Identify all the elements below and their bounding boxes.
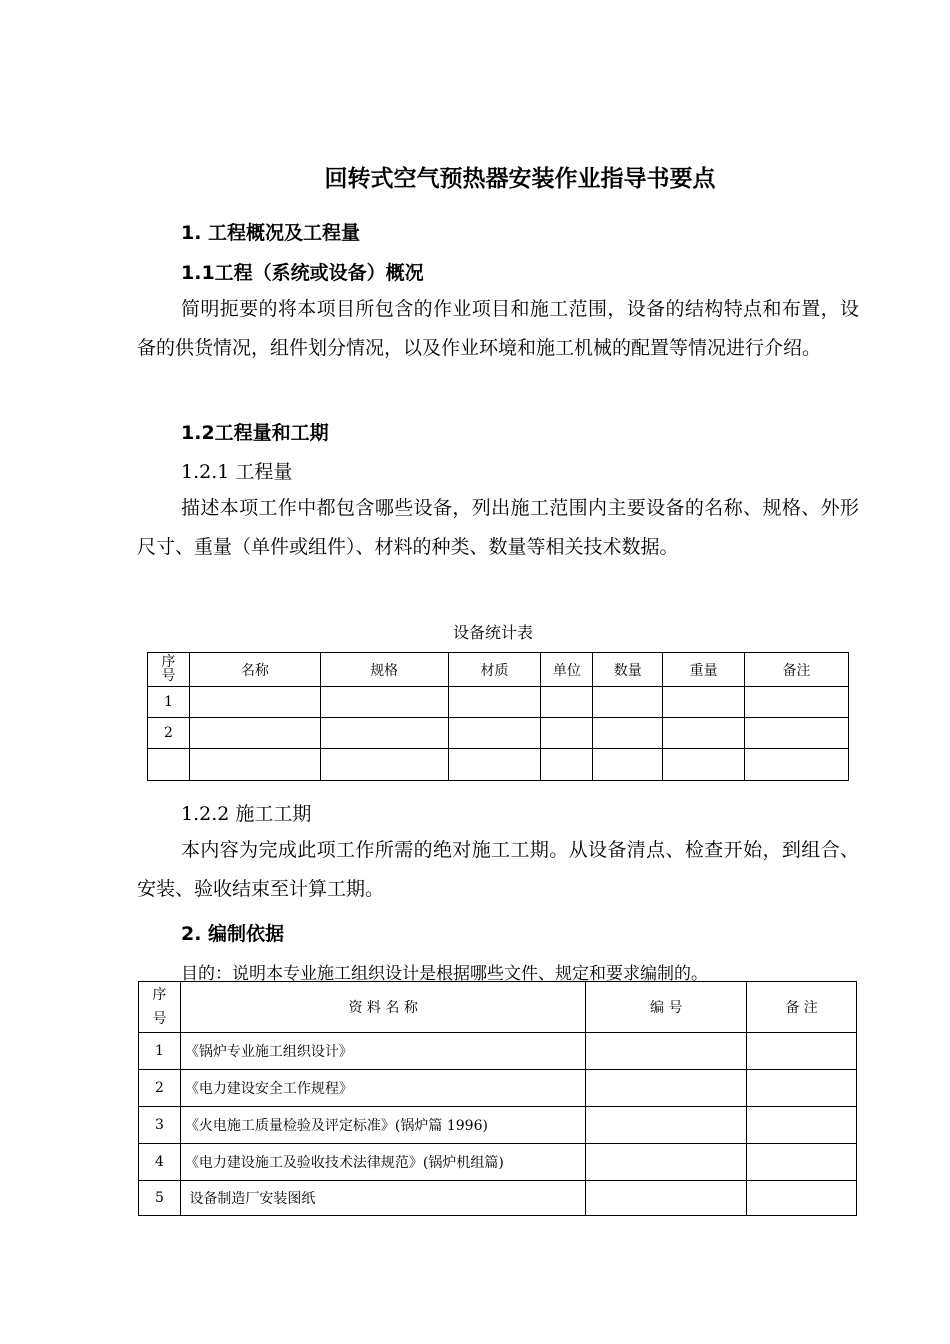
table-cell: 《锅炉专业施工组织设计》 (180, 1033, 585, 1070)
table-cell (320, 687, 448, 718)
header-cell: 备注 (745, 653, 849, 687)
table-cell (320, 718, 448, 749)
reference-table (138, 981, 857, 1216)
table-header-row (139, 982, 857, 1033)
table-cell (541, 687, 593, 718)
table-cell (448, 687, 541, 718)
section-1-2-2-heading: 1.2.2 施工工期 (181, 803, 312, 825)
table-cell: 《电力建设安全工作规程》 (180, 1070, 585, 1107)
header-cell: 编 号 (586, 982, 747, 1033)
table-cell (663, 749, 745, 781)
table-row (139, 1033, 857, 1070)
section-1-2-2-text: 本内容为完成此项工作所需的绝对施工工期。从设备清点、检查开始，到组合、安装、验收结束至计算工期。 (137, 839, 859, 900)
header-cell: 规格 (320, 653, 448, 687)
table-row (148, 687, 849, 718)
table-cell: 1 (139, 1033, 181, 1070)
section-2-purpose: 目的：说明本专业施工组织设计是根据哪些文件、规定和要求编制的。 (181, 964, 708, 984)
header-cell: 重量 (663, 653, 745, 687)
table-cell (586, 1181, 747, 1216)
section-1-2-heading: 1.2工程量和工期 (181, 422, 329, 444)
table-cell (320, 749, 448, 781)
table-cell (541, 718, 593, 749)
table-cell: 《火电施工质量检验及评定标准》(锅炉篇 1996) (180, 1107, 585, 1144)
table-cell (663, 687, 745, 718)
table-cell (747, 1181, 857, 1216)
table-cell (593, 718, 663, 749)
table-row (139, 1181, 857, 1216)
table-1-caption: 设备统计表 (452, 623, 533, 642)
table-cell (747, 1144, 857, 1181)
section-2-heading: 2. 编制依据 (181, 923, 285, 945)
table-cell (586, 1033, 747, 1070)
table-cell (189, 749, 320, 781)
table-cell: 5 (139, 1181, 181, 1216)
section-1-heading: 1. 工程概况及工程量 (181, 222, 361, 244)
table-cell (747, 1033, 857, 1070)
table-cell: 1 (148, 687, 190, 718)
table-cell (593, 749, 663, 781)
equipment-table (147, 652, 849, 781)
table-cell (745, 749, 849, 781)
table-cell: 3 (139, 1107, 181, 1144)
table-cell (586, 1144, 747, 1181)
table-cell (747, 1107, 857, 1144)
header-cell: 单位 (541, 653, 593, 687)
table-cell (745, 687, 849, 718)
table-cell (663, 718, 745, 749)
table-cell (745, 718, 849, 749)
section-1-2-1-heading: 1.2.1 工程量 (181, 461, 293, 483)
table-cell: 2 (148, 718, 190, 749)
section-1-1-text: 简明扼要的将本项目所包含的作业项目和施工范围，设备的结构特点和布置，设备的供货情况，组件划分情况，以及作业环境和施工机械的配置等情况进行介绍。 (137, 298, 859, 359)
header-cell: 序号 (148, 653, 190, 687)
table-cell (189, 718, 320, 749)
table-cell (148, 749, 190, 781)
header-cell: 名称 (189, 653, 320, 687)
table-cell (189, 687, 320, 718)
header-cell: 资 料 名 称 (180, 982, 585, 1033)
section-1-2-1-text: 描述本项工作中都包含哪些设备，列出施工范围内主要设备的名称、规格、外形尺寸、重量（单件或组件）、材料的种类、数量等相关技术数据。 (137, 497, 859, 558)
table-row (148, 749, 849, 781)
header-cell: 备 注 (747, 982, 857, 1033)
table-cell: 设备制造厂安装图纸 (180, 1181, 585, 1216)
header-cell: 数量 (593, 653, 663, 687)
document-title: 回转式空气预热器安装作业指导书要点 (324, 166, 716, 192)
table-row (148, 718, 849, 749)
table-cell: 2 (139, 1070, 181, 1107)
table-cell (586, 1070, 747, 1107)
table-cell (586, 1107, 747, 1144)
header-cell: 序号 (139, 982, 181, 1033)
table-row (139, 1070, 857, 1107)
section-1-1-heading: 1.1工程（系统或设备）概况 (181, 262, 424, 284)
table-cell (541, 749, 593, 781)
table-cell (593, 687, 663, 718)
table-row (139, 1144, 857, 1181)
table-cell: 4 (139, 1144, 181, 1181)
table-cell (448, 718, 541, 749)
table-cell (747, 1070, 857, 1107)
table-row (139, 1107, 857, 1144)
table-cell (448, 749, 541, 781)
table-cell: 《电力建设施工及验收技术法律规范》(锅炉机组篇) (180, 1144, 585, 1181)
table-header-row (148, 653, 849, 687)
header-cell: 材质 (448, 653, 541, 687)
